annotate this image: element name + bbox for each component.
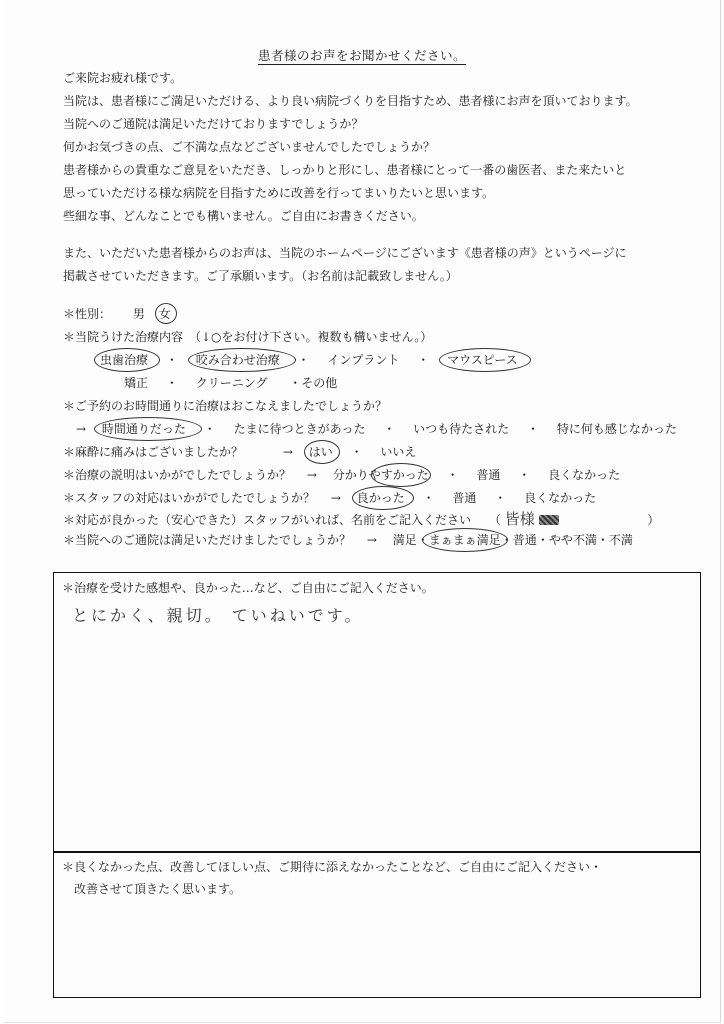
question-label: ＊スタッフの対応はいかがでしたでしょうか？ xyxy=(63,491,316,505)
question-label: ＊当院へのご通院は満足いただけましたでしょうか？ xyxy=(63,533,352,547)
option-dissatisfied[interactable]: 不満 xyxy=(608,533,633,547)
impressions-box[interactable] xyxy=(53,572,701,853)
intro-line: 当院は、患者様にご満足いただける、より良い病院づくりを目指すため、患者様にお声を頂いております。 xyxy=(63,94,638,108)
improvements-box[interactable] xyxy=(53,851,701,998)
option-fairly-satisfied[interactable]: まぁまぁ満足 xyxy=(429,532,501,548)
question-satisfaction: ＊当院へのご通院は満足いただけましたでしょうか？ → 満足・まぁまぁ満足 ・普通・やや不満・不満 xyxy=(63,532,633,548)
question-explanation: ＊治療の説明はいかがでしたでしょうか？ → 分かりやすかった ・ 普通 ・ 良くなかった xyxy=(63,467,620,483)
option-always-wait[interactable]: いつも待たされた xyxy=(413,422,510,436)
question-staff: ＊スタッフの対応はいかがでしたでしょうか？ → 良かった ・ 普通 ・ 良くなかった xyxy=(63,490,596,506)
arrow: → xyxy=(282,445,293,459)
option-normal[interactable]: 普通 xyxy=(476,468,501,482)
improvements-label-line2: 改善させて頂きたく思います。 xyxy=(74,882,242,896)
arrow: → xyxy=(366,533,377,547)
question-label: ＊治療の説明はいかがでしたでしょうか？ xyxy=(63,468,292,482)
option-not-good[interactable]: 良くなかった xyxy=(548,468,621,482)
option-orthodontics[interactable]: 矯正 xyxy=(124,376,149,390)
option-not-good[interactable]: 良くなかった xyxy=(524,491,597,505)
option-other[interactable]: その他 xyxy=(301,376,338,390)
intro-line: 何かお気づきの点、ご不満な点などございませんでしたでしょうか？ xyxy=(63,140,436,154)
arrow: → xyxy=(330,491,341,505)
question-ontime-label: ＊ご予約のお時間通りに治療はおこなえましたでしょうか？ xyxy=(63,399,388,413)
scribbled-out-mark xyxy=(539,515,559,525)
option-cavity-treatment[interactable]: 虫歯治療 xyxy=(100,352,148,368)
arrow: → xyxy=(76,422,87,436)
intro-line: 患者様からの貴重なご意見をいただき、しっかりと形にし、患者様にとって一番の歯医者、また来たいと xyxy=(63,163,627,177)
impressions-label: ＊治療を受けた感想や、良かった…など、ご自由にご記入ください。 xyxy=(62,581,434,595)
intro-line: ご来院お疲れ様です。 xyxy=(63,71,183,85)
treatment-options-row1: 虫歯治療 ・ 咬み合わせ治療 ・ インプラント ・ マウスピース xyxy=(100,352,518,368)
option-normal[interactable]: 普通 xyxy=(512,533,537,547)
option-bite-treatment[interactable]: 咬み合わせ治療 xyxy=(196,352,280,368)
improvements-label: ＊良くなかった点、改善してほしい点、ご期待に添えなかったことなど、ご自由にご記入ください・ xyxy=(62,860,603,874)
option-sometimes-wait[interactable]: たまに待つときがあった xyxy=(233,422,366,436)
notice-line: 掲載させていただきます。ご了承願います。（お名前は記載致しません。） xyxy=(63,269,458,283)
intro-line: 当院へのご通院は満足いただけておりますでしょうか？ xyxy=(63,117,364,131)
intro-line: 思っていただける様な病院を目指すために改善を行ってまいりたいと思います。 xyxy=(63,186,495,200)
question-label: ＊対応が良かった（安心できた）スタッフがいれば、名前をご記入ください xyxy=(63,513,472,527)
question-staff-name: ＊対応が良かった（安心できた）スタッフがいれば、名前をご記入ください （ 皆様 ） xyxy=(63,510,660,528)
question-pain: ＊麻酔に痛みはございましたか？ → はい ・ いいえ xyxy=(63,444,416,460)
option-cleaning[interactable]: クリーニング xyxy=(195,376,268,390)
option-yes[interactable]: はい xyxy=(309,444,333,460)
option-easy-to-understand[interactable]: 分かりやすかった xyxy=(333,467,429,483)
option-no-opinion[interactable]: 特に何も感じなかった xyxy=(556,422,677,436)
arrow: → xyxy=(306,468,317,482)
option-male[interactable]: 男 xyxy=(132,307,145,321)
ontime-options: → 時間通りだった ・ たまに待つときがあった ・ いつも待たされた ・ 特に何も感じなかった xyxy=(76,421,677,437)
option-good[interactable]: 良かった xyxy=(357,490,405,506)
notice-line: また、いただいた患者様からのお声は、当院のホームページにございます《患者様の声》というページに xyxy=(63,246,627,260)
option-implant[interactable]: インプラント xyxy=(327,353,400,367)
question-gender xyxy=(63,306,171,322)
question-label: ＊麻酔に痛みはございましたか？ xyxy=(63,445,244,459)
treatment-options-row2: 矯正 ・ クリーニング ・その他 xyxy=(124,376,338,390)
option-satisfied[interactable]: 満足 xyxy=(392,533,417,547)
option-on-time[interactable]: 時間通りだった xyxy=(102,421,186,437)
page-title: 患者様のお声をお聞かせください。 xyxy=(257,48,466,63)
option-slightly-dissatisfied[interactable]: やや不満 xyxy=(548,533,597,547)
staff-name-field[interactable]: 皆様 xyxy=(505,510,560,528)
impressions-handwriting: とにかく、親切。 ていねいです。 xyxy=(72,606,364,625)
option-mouthpiece[interactable]: マウスピース xyxy=(447,352,518,368)
question-label: ＊性別： xyxy=(63,307,112,321)
intro-line: 些細な事、どんなことでも構いません。ご自由にお書きください。 xyxy=(63,209,424,223)
option-female[interactable]: 女 xyxy=(159,306,171,322)
option-normal[interactable]: 普通 xyxy=(452,491,477,505)
question-treatment-label: ＊当院うけた治療内容 （↓○をお付け下さい。複数も構いません。） xyxy=(63,330,433,344)
option-no[interactable]: いいえ xyxy=(380,445,417,459)
